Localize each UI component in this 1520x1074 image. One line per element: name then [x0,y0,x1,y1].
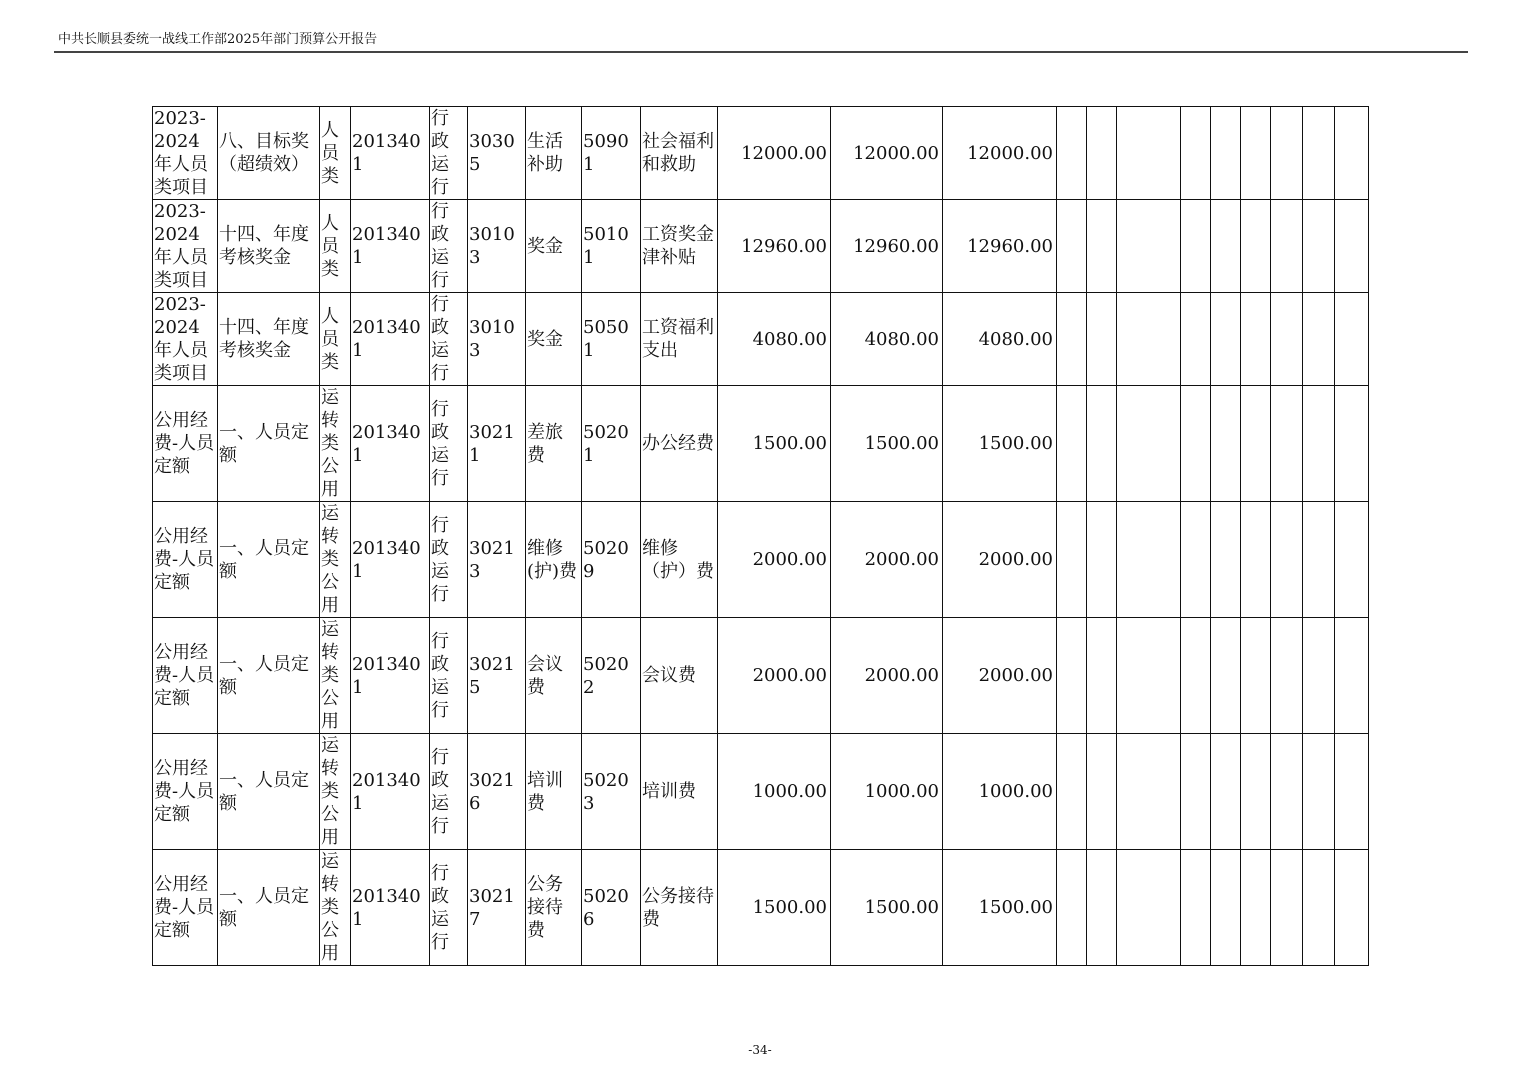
function-name-cell: 行政运行 [430,200,468,293]
empty-cell [1211,386,1241,502]
empty-cell [1057,734,1087,850]
table-row [153,618,1369,734]
econ-name-cell: 维修(护)费 [526,502,582,618]
general-budget-cell: 1500.00 [943,386,1057,502]
project-type-cell: 人员类 [320,200,351,293]
empty-cell [1087,386,1117,502]
gov-econ-name-cell: 工资奖金津补贴 [641,200,718,293]
empty-cell [1241,386,1271,502]
function-name-cell: 行政运行 [430,107,468,200]
empty-cell [1181,200,1211,293]
empty-cell [1057,386,1087,502]
econ-name-cell: 公务接待费 [526,850,582,966]
empty-cell [1271,734,1303,850]
header-divider [54,51,1468,53]
empty-cell [1211,107,1241,200]
project-name-cell: 一、人员定额 [218,618,320,734]
econ-code-cell: 30216 [468,734,526,850]
project-category-cell: 公用经费-人员定额 [153,386,218,502]
empty-cell [1117,386,1181,502]
project-type-cell: 运转类公用 [320,850,351,966]
empty-cell [1303,734,1335,850]
empty-cell [1181,850,1211,966]
gov-econ-name-cell: 工资福利支出 [641,293,718,386]
empty-cell [1087,850,1117,966]
empty-cell [1241,200,1271,293]
total-amount-cell: 1500.00 [718,386,831,502]
empty-cell [1181,502,1211,618]
econ-code-cell: 30217 [468,850,526,966]
total-amount-cell: 12960.00 [718,200,831,293]
empty-cell [1117,618,1181,734]
empty-cell [1211,293,1241,386]
empty-cell [1117,850,1181,966]
empty-cell [1303,502,1335,618]
project-name-cell: 八、目标奖（超绩效） [218,107,320,200]
empty-cell [1335,386,1369,502]
empty-cell [1117,734,1181,850]
empty-cell [1303,200,1335,293]
table-row [153,734,1369,850]
econ-name-cell: 会议费 [526,618,582,734]
empty-cell [1241,618,1271,734]
empty-cell [1087,200,1117,293]
empty-cell [1335,293,1369,386]
econ-name-cell: 培训费 [526,734,582,850]
table-row [153,107,1369,200]
project-type-cell: 运转类公用 [320,386,351,502]
empty-cell [1271,293,1303,386]
empty-cell [1211,502,1241,618]
gov-econ-code-cell: 50101 [582,200,641,293]
project-name-cell: 十四、年度考核奖金 [218,293,320,386]
general-budget-cell: 12960.00 [943,200,1057,293]
econ-name-cell: 生活补助 [526,107,582,200]
empty-cell [1303,107,1335,200]
empty-cell [1335,200,1369,293]
empty-cell [1303,618,1335,734]
project-type-cell: 运转类公用 [320,734,351,850]
empty-cell [1087,107,1117,200]
project-type-cell: 人员类 [320,293,351,386]
function-code-cell: 2013401 [351,293,430,386]
econ-code-cell: 30215 [468,618,526,734]
empty-cell [1087,734,1117,850]
empty-cell [1057,618,1087,734]
table-row [153,200,1369,293]
empty-cell [1271,200,1303,293]
empty-cell [1241,502,1271,618]
function-code-cell: 2013401 [351,386,430,502]
gov-econ-code-cell: 50201 [582,386,641,502]
gov-econ-code-cell: 50202 [582,618,641,734]
function-name-cell: 行政运行 [430,293,468,386]
empty-cell [1117,502,1181,618]
empty-cell [1335,618,1369,734]
empty-cell [1057,107,1087,200]
project-category-cell: 公用经费-人员定额 [153,502,218,618]
fiscal-amount-cell: 2000.00 [831,502,943,618]
empty-cell [1271,107,1303,200]
empty-cell [1181,107,1211,200]
report-header-title: 中共长顺县委统一战线工作部2025年部门预算公开报告 [58,32,378,47]
project-category-cell: 公用经费-人员定额 [153,734,218,850]
econ-name-cell: 差旅费 [526,386,582,502]
econ-code-cell: 30305 [468,107,526,200]
empty-cell [1335,850,1369,966]
econ-name-cell: 奖金 [526,200,582,293]
gov-econ-name-cell: 培训费 [641,734,718,850]
total-amount-cell: 4080.00 [718,293,831,386]
project-category-cell: 2023-2024年人员类项目 [153,293,218,386]
gov-econ-name-cell: 维修（护）费 [641,502,718,618]
project-name-cell: 一、人员定额 [218,734,320,850]
fiscal-amount-cell: 1000.00 [831,734,943,850]
fiscal-amount-cell: 4080.00 [831,293,943,386]
empty-cell [1181,734,1211,850]
fiscal-amount-cell: 12960.00 [831,200,943,293]
page-number: -34- [748,1043,772,1057]
table-row [153,502,1369,618]
function-code-cell: 2013401 [351,107,430,200]
empty-cell [1241,107,1271,200]
gov-econ-code-cell: 50901 [582,107,641,200]
empty-cell [1211,850,1241,966]
table-row [153,850,1369,966]
empty-cell [1211,734,1241,850]
gov-econ-code-cell: 50206 [582,850,641,966]
econ-code-cell: 30103 [468,200,526,293]
function-code-cell: 2013401 [351,618,430,734]
project-name-cell: 十四、年度考核奖金 [218,200,320,293]
total-amount-cell: 2000.00 [718,618,831,734]
project-type-cell: 人员类 [320,107,351,200]
project-category-cell: 2023-2024年人员类项目 [153,107,218,200]
general-budget-cell: 12000.00 [943,107,1057,200]
gov-econ-code-cell: 50203 [582,734,641,850]
empty-cell [1087,502,1117,618]
table-row [153,293,1369,386]
gov-econ-code-cell: 50501 [582,293,641,386]
empty-cell [1117,107,1181,200]
empty-cell [1181,618,1211,734]
empty-cell [1211,618,1241,734]
empty-cell [1303,386,1335,502]
empty-cell [1271,502,1303,618]
project-category-cell: 公用经费-人员定额 [153,618,218,734]
general-budget-cell: 4080.00 [943,293,1057,386]
function-name-cell: 行政运行 [430,850,468,966]
empty-cell [1241,850,1271,966]
empty-cell [1271,386,1303,502]
project-name-cell: 一、人员定额 [218,386,320,502]
total-amount-cell: 1500.00 [718,850,831,966]
function-name-cell: 行政运行 [430,386,468,502]
econ-code-cell: 30211 [468,386,526,502]
empty-cell [1241,734,1271,850]
empty-cell [1181,386,1211,502]
empty-cell [1271,850,1303,966]
empty-cell [1087,618,1117,734]
budget-table [152,106,1369,966]
empty-cell [1057,200,1087,293]
total-amount-cell: 12000.00 [718,107,831,200]
empty-cell [1181,293,1211,386]
empty-cell [1241,293,1271,386]
function-code-cell: 2013401 [351,734,430,850]
general-budget-cell: 1000.00 [943,734,1057,850]
fiscal-amount-cell: 2000.00 [831,618,943,734]
gov-econ-name-cell: 办公经费 [641,386,718,502]
function-code-cell: 2013401 [351,502,430,618]
empty-cell [1057,850,1087,966]
function-name-cell: 行政运行 [430,734,468,850]
empty-cell [1335,734,1369,850]
empty-cell [1117,293,1181,386]
project-type-cell: 运转类公用 [320,502,351,618]
project-name-cell: 一、人员定额 [218,502,320,618]
function-name-cell: 行政运行 [430,502,468,618]
fiscal-amount-cell: 1500.00 [831,386,943,502]
empty-cell [1303,850,1335,966]
econ-name-cell: 奖金 [526,293,582,386]
empty-cell [1057,293,1087,386]
project-name-cell: 一、人员定额 [218,850,320,966]
total-amount-cell: 1000.00 [718,734,831,850]
general-budget-cell: 2000.00 [943,502,1057,618]
table-row [153,386,1369,502]
total-amount-cell: 2000.00 [718,502,831,618]
fiscal-amount-cell: 12000.00 [831,107,943,200]
gov-econ-name-cell: 会议费 [641,618,718,734]
empty-cell [1303,293,1335,386]
fiscal-amount-cell: 1500.00 [831,850,943,966]
econ-code-cell: 30103 [468,293,526,386]
empty-cell [1335,502,1369,618]
function-code-cell: 2013401 [351,200,430,293]
gov-econ-name-cell: 公务接待费 [641,850,718,966]
empty-cell [1211,200,1241,293]
function-name-cell: 行政运行 [430,618,468,734]
empty-cell [1117,200,1181,293]
empty-cell [1335,107,1369,200]
project-category-cell: 公用经费-人员定额 [153,850,218,966]
empty-cell [1057,502,1087,618]
gov-econ-name-cell: 社会福利和救助 [641,107,718,200]
project-type-cell: 运转类公用 [320,618,351,734]
function-code-cell: 2013401 [351,850,430,966]
general-budget-cell: 2000.00 [943,618,1057,734]
general-budget-cell: 1500.00 [943,850,1057,966]
gov-econ-code-cell: 50209 [582,502,641,618]
econ-code-cell: 30213 [468,502,526,618]
project-category-cell: 2023-2024年人员类项目 [153,200,218,293]
empty-cell [1271,618,1303,734]
empty-cell [1087,293,1117,386]
